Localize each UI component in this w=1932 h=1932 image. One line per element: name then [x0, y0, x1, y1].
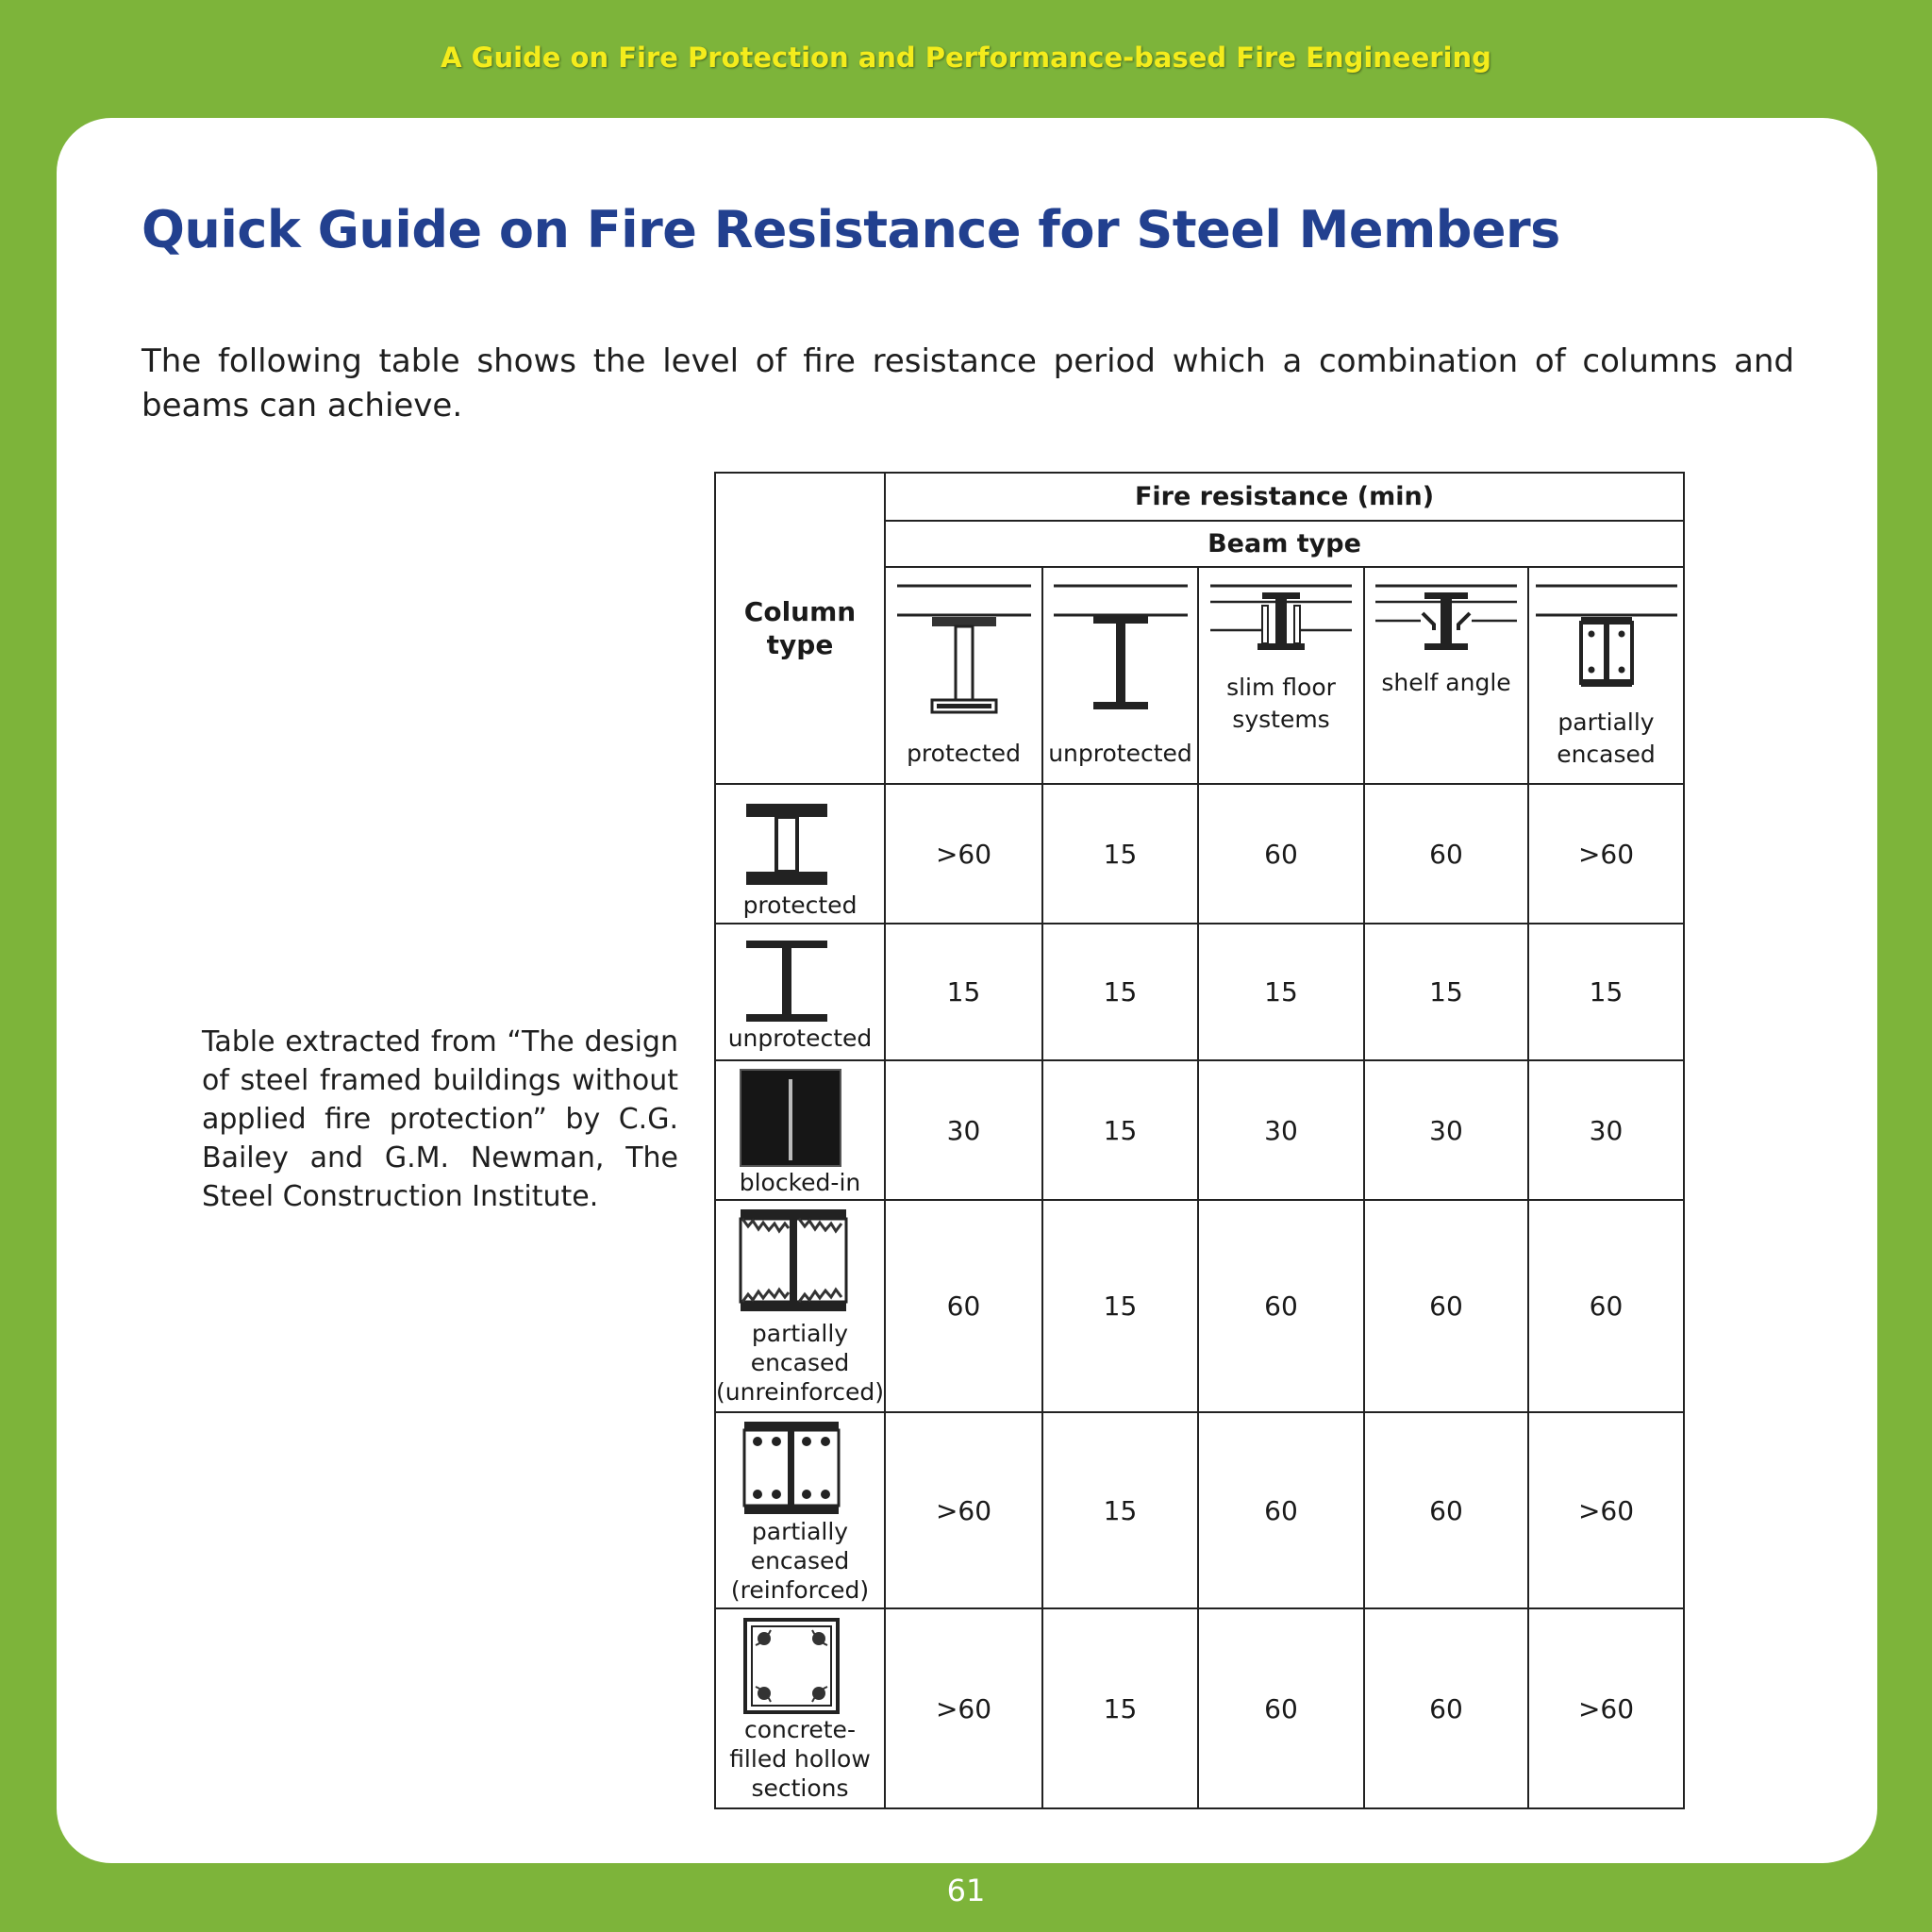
column-type-label: blocked-in: [739, 1168, 861, 1196]
partially-encased-reinforced-icon: [741, 1419, 844, 1517]
value-cell: 15: [1528, 924, 1684, 1060]
protected-column-icon: [742, 800, 837, 891]
value-cell: 60: [1364, 1200, 1528, 1412]
column-type-blocked-in: [715, 1060, 885, 1200]
beam-type-header: Beam type: [885, 521, 1684, 567]
column-type-unprotected: [715, 924, 885, 1060]
running-header: A Guide on Fire Protection and Performance-based Fire Engineering: [441, 42, 1491, 74]
beam-type-label: partially encased: [1557, 708, 1656, 768]
beam-type-label: unprotected: [1048, 740, 1192, 767]
value-cell: 60: [1198, 1200, 1364, 1412]
value-cell: 30: [1364, 1060, 1528, 1200]
column-type-label: partially encased (reinforced): [730, 1517, 870, 1604]
value-cell: 30: [1198, 1060, 1364, 1200]
column-type-concrete-filled-hollow: [715, 1608, 885, 1808]
value-cell: 15: [885, 924, 1042, 1060]
value-cell: >60: [885, 1608, 1042, 1808]
value-cell: 60: [1364, 1412, 1528, 1608]
beam-type-label: protected: [907, 740, 1021, 767]
value-cell: 15: [1042, 1608, 1198, 1808]
beam-type-unprotected: [1042, 567, 1198, 784]
shelf-angle-icon: [1375, 581, 1517, 657]
column-type-partially-encased-reinforced: [715, 1412, 885, 1608]
value-cell: >60: [1528, 1608, 1684, 1808]
value-cell: >60: [885, 784, 1042, 924]
unprotected-column-icon: [742, 937, 837, 1024]
value-cell: 15: [1042, 924, 1198, 1060]
value-cell: 60: [1198, 1412, 1364, 1608]
unprotected-i-beam-icon: [1054, 581, 1188, 723]
page-title: Quick Guide on Fire Resistance for Steel Members: [142, 200, 1560, 259]
value-cell: >60: [1528, 784, 1684, 924]
partially-encased-unreinforced-icon: [737, 1206, 850, 1315]
beam-type-shelf-angle: [1364, 567, 1528, 784]
value-cell: 15: [1042, 1412, 1198, 1608]
value-cell: 60: [1528, 1200, 1684, 1412]
value-cell: 30: [1528, 1060, 1684, 1200]
value-cell: 15: [1042, 1200, 1198, 1412]
beam-type-protected: [885, 567, 1042, 784]
value-cell: 15: [1042, 1060, 1198, 1200]
fire-resistance-header: Fire resistance (min): [885, 473, 1684, 521]
fire-resistance-table: [714, 472, 1685, 1809]
partially-encased-beam-icon: [1536, 581, 1677, 694]
protected-i-beam-icon: [897, 581, 1031, 723]
column-type-label: protected: [742, 891, 858, 919]
value-cell: 15: [1198, 924, 1364, 1060]
value-cell: 30: [885, 1060, 1042, 1200]
column-type-header: Column type: [715, 473, 885, 784]
page-number: 61: [946, 1873, 986, 1908]
column-type-protected: [715, 784, 885, 924]
intro-paragraph: The following table shows the level of fire resistance period which a combination of columns and beams can achieve.: [142, 342, 1794, 425]
concrete-filled-hollow-icon: [742, 1617, 842, 1715]
blocked-in-column-icon: [739, 1068, 842, 1168]
value-cell: >60: [885, 1412, 1042, 1608]
beam-type-label: shelf angle: [1381, 669, 1511, 696]
value-cell: 60: [1198, 1608, 1364, 1808]
value-cell: 60: [1364, 1608, 1528, 1808]
value-cell: 15: [1042, 784, 1198, 924]
column-type-partially-encased-unreinforced: [715, 1200, 885, 1412]
beam-type-partially-encased: [1528, 567, 1684, 784]
column-type-label: partially encased (unreinforced): [716, 1320, 884, 1406]
column-type-label: unprotected: [727, 1024, 873, 1052]
value-cell: 60: [1364, 784, 1528, 924]
value-cell: >60: [1528, 1412, 1684, 1608]
column-type-label: concrete-filled hollow sections: [729, 1715, 871, 1802]
beam-type-slim-floor: [1198, 567, 1364, 784]
value-cell: 60: [1198, 784, 1364, 924]
slim-floor-icon: [1210, 581, 1352, 657]
value-cell: 15: [1364, 924, 1528, 1060]
table-source-note: Table extracted from “The design of steel framed buildings without applied fire protection” by C.G. Bailey and G.M. Newman, The Steel Construction Institute.: [202, 1025, 678, 1213]
value-cell: 60: [885, 1200, 1042, 1412]
beam-type-label: slim floor systems: [1226, 674, 1336, 733]
